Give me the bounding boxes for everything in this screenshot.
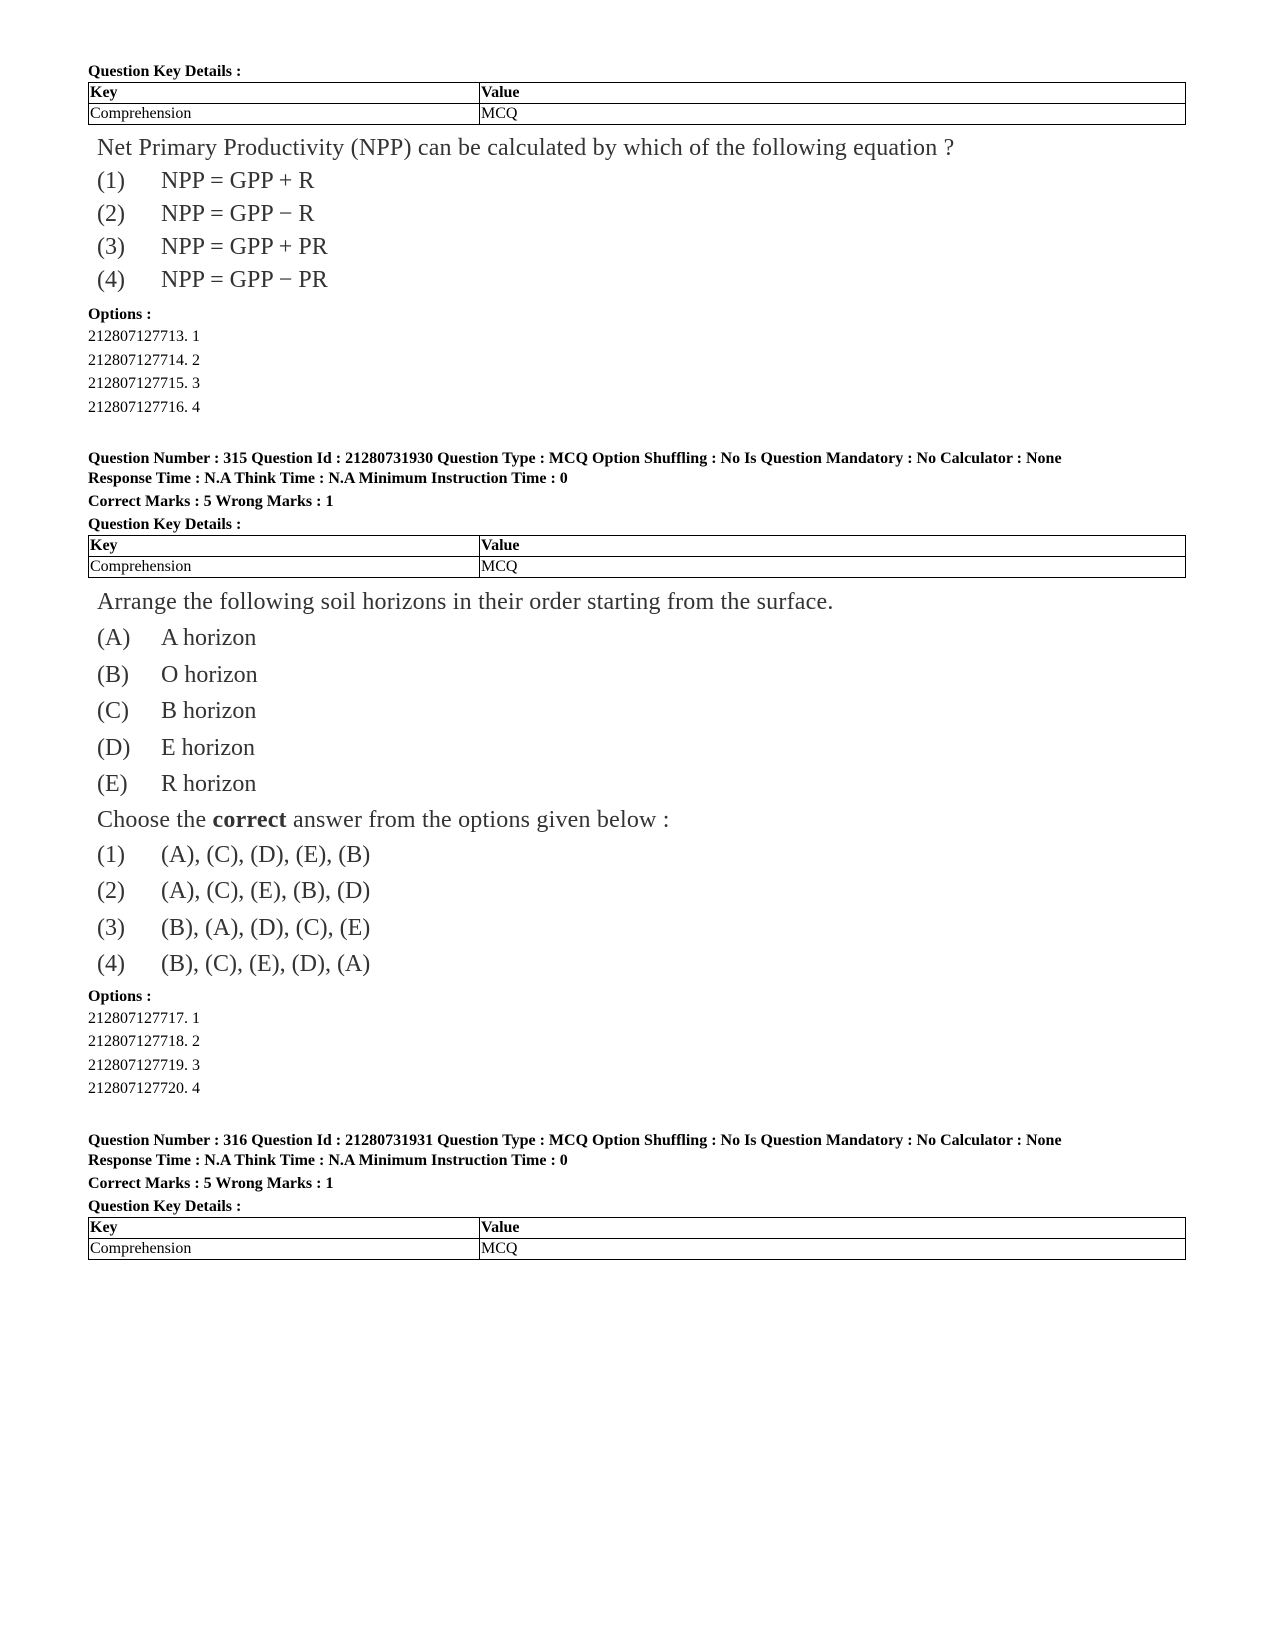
question-header-line-1: Question Number : 316 Question Id : 21280731931 Question Type : MCQ Option Shuffling : No Is Question Mandatory : No Calculator : None: [88, 1131, 1062, 1149]
marks-line: Correct Marks : 5 Wrong Marks : 1: [88, 1174, 334, 1192]
choice-row: [88, 198, 1186, 231]
header-key: Key: [89, 83, 480, 104]
option-item: 212807127717. 1: [88, 1009, 200, 1027]
cell-key: Comprehension: [89, 557, 480, 578]
options-label: Options :: [88, 306, 152, 323]
question-stem: Net Primary Productivity (NPP) can be calculated by which of the following equation ?: [97, 135, 955, 161]
table-row: [89, 557, 1186, 578]
choice-row: [88, 231, 1186, 264]
option-item: 212807127713. 1: [88, 328, 200, 345]
key-details-table: [88, 1217, 1186, 1260]
options-label: Options :: [88, 987, 152, 1005]
table-row: [89, 1238, 1186, 1259]
choice-row: [88, 910, 1186, 947]
header-key: Key: [89, 1217, 480, 1238]
table-row: [89, 104, 1186, 125]
item-text: R horizon: [161, 771, 257, 797]
item-text: B horizon: [161, 698, 257, 724]
key-details-label: Question Key Details :: [88, 1197, 242, 1215]
item-num: (C): [97, 698, 129, 724]
table-header-row: [89, 536, 1186, 557]
item-num: (B): [97, 661, 129, 688]
options-list: [88, 325, 1186, 419]
option-item: 212807127720. 4: [88, 1080, 200, 1097]
choice-row: [88, 946, 1186, 983]
option-item: 212807127719. 3: [88, 1056, 200, 1074]
instruction-text: Choose the: [97, 806, 213, 833]
choice-num: (2): [97, 878, 125, 904]
options-list: [88, 1007, 1186, 1101]
choice-num: (3): [97, 914, 125, 941]
question-stem: Arrange the following soil horizons in their order starting from the surface.: [97, 589, 834, 615]
key-details-label: Question Key Details :: [88, 63, 242, 80]
item-row: [88, 620, 1186, 657]
choice-text: (A), (C), (D), (E), (B): [161, 841, 371, 868]
cell-value: MCQ: [480, 1238, 1186, 1259]
header-value: Value: [480, 83, 1186, 104]
choice-num: (2): [97, 201, 125, 227]
choice-num: (1): [97, 168, 125, 194]
item-text: A horizon: [161, 625, 257, 651]
cell-value: MCQ: [480, 557, 1186, 578]
item-num: (A): [97, 625, 131, 651]
question-image-npp: [88, 131, 1186, 297]
instruction-text: answer from the options given below :: [286, 806, 670, 833]
item-text: E horizon: [161, 734, 255, 761]
option-item: 212807127718. 2: [88, 1033, 200, 1050]
choice-num: (4): [97, 951, 125, 977]
item-text: O horizon: [161, 661, 258, 688]
question-image-soil: [88, 584, 1186, 983]
header-value: Value: [480, 1217, 1186, 1238]
option-item: 212807127715. 3: [88, 375, 200, 392]
choice-text: NPP = GPP + R: [161, 168, 315, 194]
table-header-row: [89, 83, 1186, 104]
question-header-line-2: Response Time : N.A Think Time : N.A Minimum Instruction Time : 0: [88, 470, 568, 487]
header-value: Value: [480, 536, 1186, 557]
choice-text: (B), (A), (D), (C), (E): [161, 914, 371, 941]
item-row: [88, 693, 1186, 730]
choice-row: [88, 165, 1186, 198]
choice-text: NPP = GPP − PR: [161, 267, 328, 293]
item-row: [88, 730, 1186, 767]
question-instruction: [88, 803, 1186, 837]
question-header-line-2: Response Time : N.A Think Time : N.A Minimum Instruction Time : 0: [88, 1151, 568, 1169]
key-details-table: [88, 535, 1186, 578]
choice-row: [88, 837, 1186, 874]
header-key: Key: [89, 536, 480, 557]
choice-row: [88, 873, 1186, 910]
marks-line: Correct Marks : 5 Wrong Marks : 1: [88, 493, 334, 510]
option-item: 212807127714. 2: [88, 351, 200, 369]
choice-text: (A), (C), (E), (B), (D): [161, 878, 371, 904]
item-num: (D): [97, 734, 131, 761]
item-row: [88, 766, 1186, 803]
cell-key: Comprehension: [89, 104, 480, 125]
choice-text: NPP = GPP − R: [161, 201, 315, 227]
table-header-row: [89, 1217, 1186, 1238]
instruction-emphasis: correct: [212, 806, 287, 833]
document-page: [88, 62, 1186, 1260]
choice-num: (1): [97, 841, 125, 868]
key-details-label: Question Key Details :: [88, 516, 242, 533]
choice-num: (4): [97, 267, 125, 293]
choice-text: (B), (C), (E), (D), (A): [161, 951, 371, 977]
item-num: (E): [97, 771, 128, 797]
choice-row: [88, 264, 1186, 297]
option-item: 212807127716. 4: [88, 398, 200, 416]
cell-value: MCQ: [480, 104, 1186, 125]
choice-text: NPP = GPP + PR: [161, 234, 328, 260]
key-details-table: [88, 82, 1186, 125]
question-header-line-1: Question Number : 315 Question Id : 21280731930 Question Type : MCQ Option Shuffling : No Is Question Mandatory : No Calculator : None: [88, 450, 1062, 467]
choice-num: (3): [97, 234, 125, 260]
item-row: [88, 657, 1186, 694]
cell-key: Comprehension: [89, 1238, 480, 1259]
